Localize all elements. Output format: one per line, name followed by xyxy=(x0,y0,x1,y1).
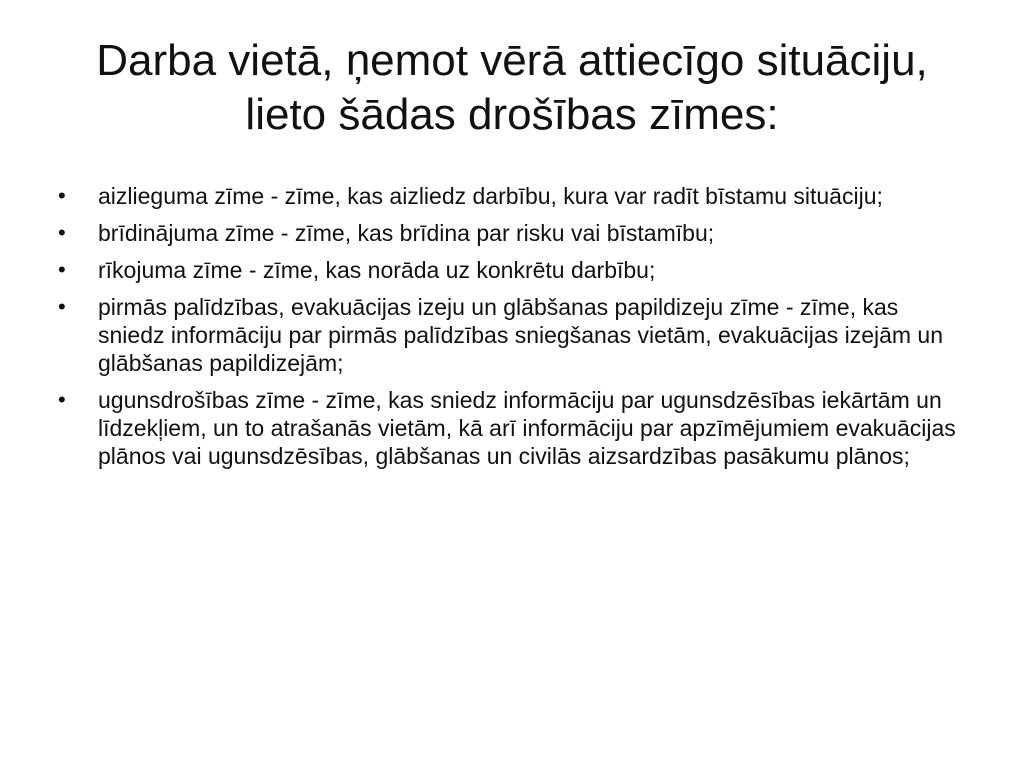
list-item xyxy=(54,219,964,247)
bullet-icon: • xyxy=(58,257,66,282)
list-item xyxy=(54,293,964,377)
list-item xyxy=(54,182,964,210)
list-item-text: aizlieguma zīme - zīme, kas aizliedz darbību, kura var radīt bīstamu situāciju; xyxy=(98,183,883,209)
bullet-icon: • xyxy=(58,294,66,319)
bullet-icon: • xyxy=(58,387,66,412)
list-item-text: ugunsdrošības zīme - zīme, kas sniedz informāciju par ugunsdzēsības iekārtām un līdzekļiem, un to atrašanās vietām, kā arī informāciju par apzīmējumiem evakuācijas plānos vai ugunsdzēsības, glābšanas un civilās aizsardzības pasākumu plānos; xyxy=(98,387,956,469)
list-item-text: pirmās palīdzības, evakuācijas izeju un glābšanas papildizeju zīme - zīme, kas sniedz informāciju par pirmās palīdzības sniegšanas vietām, evakuācijas izejām un glābšanas papildizejām; xyxy=(98,294,944,376)
list-item-text: rīkojuma zīme - zīme, kas norāda uz konkrētu darbību; xyxy=(98,257,656,283)
list-item xyxy=(54,256,964,284)
bullet-icon: • xyxy=(58,183,66,208)
bullet-icon: • xyxy=(58,220,66,245)
list-item xyxy=(54,386,964,470)
slide-title: Darba vietā, ņemot vērā attiecīgo situāciju, lieto šādas drošības zīmes: xyxy=(96,36,928,139)
bullet-list xyxy=(54,182,964,479)
list-item-text: brīdinājuma zīme - zīme, kas brīdina par risku vai bīstamību; xyxy=(98,220,715,246)
